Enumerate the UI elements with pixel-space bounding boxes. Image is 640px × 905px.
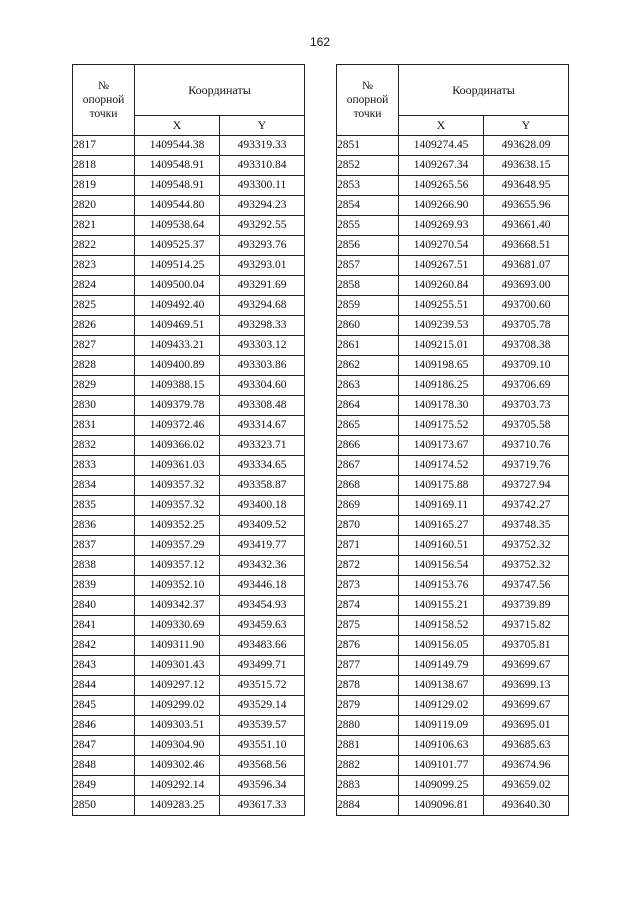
table-row: [337, 576, 569, 596]
point-number-cell: 2830: [73, 396, 135, 416]
table-row: [337, 276, 569, 296]
x-coordinate-cell: 1409361.03: [135, 456, 220, 476]
x-coordinate-cell: 1409175.52: [399, 416, 484, 436]
point-number-cell: 2876: [337, 636, 399, 656]
x-coordinate-cell: 1409198.65: [399, 356, 484, 376]
y-coordinate-cell: 493699.67: [484, 696, 569, 716]
table-row: [337, 556, 569, 576]
table-row: [337, 336, 569, 356]
x-column-header: X: [399, 116, 484, 136]
y-coordinate-cell: 493640.30: [484, 796, 569, 816]
point-number-cell: 2827: [73, 336, 135, 356]
x-coordinate-cell: 1409119.09: [399, 716, 484, 736]
table-row: [73, 276, 305, 296]
point-number-cell: 2817: [73, 136, 135, 156]
table-row: [337, 376, 569, 396]
table-row: [337, 456, 569, 476]
table-row: [337, 716, 569, 736]
table-row: [73, 516, 305, 536]
point-number-cell: 2825: [73, 296, 135, 316]
x-coordinate-cell: 1409303.51: [135, 716, 220, 736]
y-coordinate-cell: 493638.15: [484, 156, 569, 176]
x-coordinate-cell: 1409292.14: [135, 776, 220, 796]
y-coordinate-cell: 493739.89: [484, 596, 569, 616]
x-coordinate-cell: 1409173.67: [399, 436, 484, 456]
point-number-cell: 2868: [337, 476, 399, 496]
y-coordinate-cell: 493409.52: [220, 516, 305, 536]
table-row: [73, 776, 305, 796]
table-row: [73, 396, 305, 416]
y-coordinate-cell: 493314.67: [220, 416, 305, 436]
table-row: [337, 356, 569, 376]
table-row: [337, 476, 569, 496]
x-coordinate-cell: 1409129.02: [399, 696, 484, 716]
table-row: [337, 136, 569, 156]
x-coordinate-cell: 1409215.01: [399, 336, 484, 356]
point-number-cell: 2873: [337, 576, 399, 596]
point-number-cell: 2851: [337, 136, 399, 156]
point-number-cell: 2824: [73, 276, 135, 296]
x-coordinate-cell: 1409357.32: [135, 476, 220, 496]
y-coordinate-cell: 493709.10: [484, 356, 569, 376]
point-number-cell: 2855: [337, 216, 399, 236]
x-coordinate-cell: 1409544.80: [135, 196, 220, 216]
y-coordinate-cell: 493719.76: [484, 456, 569, 476]
y-coordinate-cell: 493596.34: [220, 776, 305, 796]
point-number-cell: 2858: [337, 276, 399, 296]
y-coordinate-cell: 493300.11: [220, 176, 305, 196]
point-number-cell: 2818: [73, 156, 135, 176]
table-row: [73, 196, 305, 216]
y-coordinate-cell: 493303.86: [220, 356, 305, 376]
page-number: 162: [309, 35, 331, 49]
point-number-cell: 2837: [73, 536, 135, 556]
x-coordinate-cell: 1409153.76: [399, 576, 484, 596]
x-coordinate-cell: 1409304.90: [135, 736, 220, 756]
table-row: [337, 316, 569, 336]
x-coordinate-cell: 1409330.69: [135, 616, 220, 636]
x-coordinate-cell: 1409265.56: [399, 176, 484, 196]
point-number-cell: 2870: [337, 516, 399, 536]
y-coordinate-cell: 493661.40: [484, 216, 569, 236]
y-coordinate-cell: 493693.00: [484, 276, 569, 296]
coordinates-table-right: [336, 64, 569, 816]
y-coordinate-cell: 493499.71: [220, 656, 305, 676]
x-coordinate-cell: 1409388.15: [135, 376, 220, 396]
y-coordinate-cell: 493705.81: [484, 636, 569, 656]
x-coordinate-cell: 1409169.11: [399, 496, 484, 516]
table-row: [73, 756, 305, 776]
x-coordinate-cell: 1409357.29: [135, 536, 220, 556]
point-number-cell: 2881: [337, 736, 399, 756]
table-row: [337, 776, 569, 796]
y-coordinate-cell: 493628.09: [484, 136, 569, 156]
y-coordinate-cell: 493551.10: [220, 736, 305, 756]
point-number-cell: 2828: [73, 356, 135, 376]
point-number-cell: 2880: [337, 716, 399, 736]
table-row: [337, 296, 569, 316]
table-row: [337, 256, 569, 276]
point-number-cell: 2877: [337, 656, 399, 676]
x-coordinate-cell: 1409400.89: [135, 356, 220, 376]
point-number-cell: 2878: [337, 676, 399, 696]
x-coordinate-cell: 1409101.77: [399, 756, 484, 776]
point-number-cell: 2874: [337, 596, 399, 616]
y-coordinate-cell: 493483.66: [220, 636, 305, 656]
table-row: [73, 736, 305, 756]
point-number-cell: 2826: [73, 316, 135, 336]
table-row: [73, 716, 305, 736]
x-coordinate-cell: 1409548.91: [135, 176, 220, 196]
table-row: [73, 456, 305, 476]
table-row: [337, 416, 569, 436]
point-number-cell: 2862: [337, 356, 399, 376]
table-row: [337, 236, 569, 256]
point-number-cell: 2850: [73, 796, 135, 816]
table-row: [73, 256, 305, 276]
x-coordinate-cell: 1409544.38: [135, 136, 220, 156]
table-row: [73, 556, 305, 576]
table-row: [337, 516, 569, 536]
x-coordinate-cell: 1409270.54: [399, 236, 484, 256]
y-coordinate-cell: 493727.94: [484, 476, 569, 496]
table-row: [337, 196, 569, 216]
y-column-header: Y: [220, 116, 305, 136]
point-number-header: [337, 65, 399, 136]
x-coordinate-cell: 1409372.46: [135, 416, 220, 436]
table-row: [73, 616, 305, 636]
x-coordinate-cell: 1409255.51: [399, 296, 484, 316]
y-coordinate-cell: 493617.33: [220, 796, 305, 816]
y-coordinate-cell: 493655.96: [484, 196, 569, 216]
point-number-cell: 2832: [73, 436, 135, 456]
table-row: [337, 596, 569, 616]
x-coordinate-cell: 1409239.53: [399, 316, 484, 336]
point-number-cell: 2838: [73, 556, 135, 576]
point-number-cell: 2843: [73, 656, 135, 676]
point-header-line1: №: [362, 80, 373, 92]
y-coordinate-cell: 493446.18: [220, 576, 305, 596]
table-row: [73, 296, 305, 316]
x-coordinate-cell: 1409156.05: [399, 636, 484, 656]
coordinates-header: Координаты: [135, 65, 305, 116]
y-coordinate-cell: 493659.02: [484, 776, 569, 796]
y-coordinate-cell: 493303.12: [220, 336, 305, 356]
point-number-cell: 2841: [73, 616, 135, 636]
table-row: [73, 696, 305, 716]
x-coordinate-cell: 1409342.37: [135, 596, 220, 616]
point-header-line3: точки: [353, 108, 382, 120]
point-number-cell: 2865: [337, 416, 399, 436]
x-coordinate-cell: 1409260.84: [399, 276, 484, 296]
y-coordinate-cell: 493308.48: [220, 396, 305, 416]
point-number-cell: 2839: [73, 576, 135, 596]
x-coordinate-cell: 1409514.25: [135, 256, 220, 276]
point-number-cell: 2882: [337, 756, 399, 776]
table-row: [73, 356, 305, 376]
table-row: [73, 796, 305, 816]
point-number-cell: 2846: [73, 716, 135, 736]
y-coordinate-cell: 493459.63: [220, 616, 305, 636]
point-number-cell: 2872: [337, 556, 399, 576]
x-coordinate-cell: 1409311.90: [135, 636, 220, 656]
point-number-cell: 2854: [337, 196, 399, 216]
point-number-cell: 2856: [337, 236, 399, 256]
y-coordinate-cell: 493323.71: [220, 436, 305, 456]
point-number-cell: 2867: [337, 456, 399, 476]
y-coordinate-cell: 493742.27: [484, 496, 569, 516]
point-number-cell: 2861: [337, 336, 399, 356]
coordinates-table-left: [72, 64, 305, 816]
point-number-cell: 2845: [73, 696, 135, 716]
point-number-cell: 2833: [73, 456, 135, 476]
point-number-header: [73, 65, 135, 136]
x-coordinate-cell: 1409299.02: [135, 696, 220, 716]
point-number-cell: 2834: [73, 476, 135, 496]
left-table-body: [73, 136, 305, 816]
x-coordinate-cell: 1409099.25: [399, 776, 484, 796]
x-coordinate-cell: 1409158.52: [399, 616, 484, 636]
y-coordinate-cell: 493700.60: [484, 296, 569, 316]
point-number-cell: 2884: [337, 796, 399, 816]
point-number-cell: 2849: [73, 776, 135, 796]
table-row: [73, 476, 305, 496]
table-row: [337, 396, 569, 416]
x-coordinate-cell: 1409269.93: [399, 216, 484, 236]
x-coordinate-cell: 1409267.51: [399, 256, 484, 276]
x-coordinate-cell: 1409357.12: [135, 556, 220, 576]
y-coordinate-cell: 493358.87: [220, 476, 305, 496]
y-coordinate-cell: 493748.35: [484, 516, 569, 536]
x-coordinate-cell: 1409301.43: [135, 656, 220, 676]
table-row: [73, 236, 305, 256]
y-coordinate-cell: 493752.32: [484, 556, 569, 576]
point-number-cell: 2842: [73, 636, 135, 656]
y-coordinate-cell: 493515.72: [220, 676, 305, 696]
table-row: [337, 176, 569, 196]
x-coordinate-cell: 1409352.25: [135, 516, 220, 536]
y-coordinate-cell: 493432.36: [220, 556, 305, 576]
x-coordinate-cell: 1409352.10: [135, 576, 220, 596]
table-row: [73, 176, 305, 196]
table-row: [73, 316, 305, 336]
table-row: [337, 676, 569, 696]
x-coordinate-cell: 1409297.12: [135, 676, 220, 696]
y-coordinate-cell: 493703.73: [484, 396, 569, 416]
point-number-cell: 2831: [73, 416, 135, 436]
x-coordinate-cell: 1409106.63: [399, 736, 484, 756]
table-row: [337, 496, 569, 516]
coordinates-header: Координаты: [399, 65, 569, 116]
y-coordinate-cell: 493292.55: [220, 216, 305, 236]
point-number-cell: 2866: [337, 436, 399, 456]
table-row: [337, 436, 569, 456]
y-coordinate-cell: 493334.65: [220, 456, 305, 476]
x-coordinate-cell: 1409138.67: [399, 676, 484, 696]
right-table-body: [337, 136, 569, 816]
point-number-cell: 2847: [73, 736, 135, 756]
y-coordinate-cell: 493400.18: [220, 496, 305, 516]
table-row: [73, 656, 305, 676]
point-number-cell: 2859: [337, 296, 399, 316]
x-coordinate-cell: 1409538.64: [135, 216, 220, 236]
y-coordinate-cell: 493293.76: [220, 236, 305, 256]
table-row: [337, 696, 569, 716]
table-row: [73, 496, 305, 516]
y-coordinate-cell: 493699.13: [484, 676, 569, 696]
y-coordinate-cell: 493310.84: [220, 156, 305, 176]
table-row: [73, 376, 305, 396]
point-number-cell: 2820: [73, 196, 135, 216]
x-coordinate-cell: 1409266.90: [399, 196, 484, 216]
x-coordinate-cell: 1409492.40: [135, 296, 220, 316]
table-row: [337, 756, 569, 776]
table-row: [73, 436, 305, 456]
point-number-cell: 2829: [73, 376, 135, 396]
x-coordinate-cell: 1409525.37: [135, 236, 220, 256]
x-coordinate-cell: 1409267.34: [399, 156, 484, 176]
point-header-line2: опорной: [82, 94, 125, 106]
point-number-cell: 2836: [73, 516, 135, 536]
x-coordinate-cell: 1409302.46: [135, 756, 220, 776]
table-row: [73, 156, 305, 176]
x-coordinate-cell: 1409096.81: [399, 796, 484, 816]
y-coordinate-cell: 493294.68: [220, 296, 305, 316]
point-number-cell: 2822: [73, 236, 135, 256]
point-number-cell: 2848: [73, 756, 135, 776]
point-header-line1: №: [98, 80, 109, 92]
point-header-line2: опорной: [346, 94, 389, 106]
x-coordinate-cell: 1409175.88: [399, 476, 484, 496]
table-row: [337, 636, 569, 656]
y-coordinate-cell: 493710.76: [484, 436, 569, 456]
y-coordinate-cell: 493674.96: [484, 756, 569, 776]
point-number-cell: 2853: [337, 176, 399, 196]
x-coordinate-cell: 1409366.02: [135, 436, 220, 456]
point-number-cell: 2875: [337, 616, 399, 636]
y-coordinate-cell: 493454.93: [220, 596, 305, 616]
x-coordinate-cell: 1409274.45: [399, 136, 484, 156]
x-coordinate-cell: 1409160.51: [399, 536, 484, 556]
table-row: [337, 216, 569, 236]
y-coordinate-cell: 493568.56: [220, 756, 305, 776]
table-row: [73, 136, 305, 156]
x-coordinate-cell: 1409174.52: [399, 456, 484, 476]
x-coordinate-cell: 1409379.78: [135, 396, 220, 416]
table-row: [73, 676, 305, 696]
y-coordinate-cell: 493706.69: [484, 376, 569, 396]
y-coordinate-cell: 493529.14: [220, 696, 305, 716]
point-number-cell: 2835: [73, 496, 135, 516]
y-coordinate-cell: 493752.32: [484, 536, 569, 556]
point-number-cell: 2852: [337, 156, 399, 176]
point-number-cell: 2864: [337, 396, 399, 416]
x-coordinate-cell: 1409357.32: [135, 496, 220, 516]
point-number-cell: 2844: [73, 676, 135, 696]
x-coordinate-cell: 1409155.21: [399, 596, 484, 616]
point-number-cell: 2869: [337, 496, 399, 516]
y-coordinate-cell: 493747.56: [484, 576, 569, 596]
y-coordinate-cell: 493319.33: [220, 136, 305, 156]
y-coordinate-cell: 493419.77: [220, 536, 305, 556]
x-column-header: X: [135, 116, 220, 136]
x-coordinate-cell: 1409178.30: [399, 396, 484, 416]
x-coordinate-cell: 1409156.54: [399, 556, 484, 576]
x-coordinate-cell: 1409500.04: [135, 276, 220, 296]
y-coordinate-cell: 493539.57: [220, 716, 305, 736]
y-coordinate-cell: 493668.51: [484, 236, 569, 256]
y-coordinate-cell: 493705.78: [484, 316, 569, 336]
table-row: [337, 536, 569, 556]
y-coordinate-cell: 493695.01: [484, 716, 569, 736]
y-coordinate-cell: 493685.63: [484, 736, 569, 756]
y-column-header: Y: [484, 116, 569, 136]
table-row: [73, 596, 305, 616]
x-coordinate-cell: 1409165.27: [399, 516, 484, 536]
point-number-cell: 2863: [337, 376, 399, 396]
y-coordinate-cell: 493293.01: [220, 256, 305, 276]
point-number-cell: 2860: [337, 316, 399, 336]
y-coordinate-cell: 493298.33: [220, 316, 305, 336]
point-number-cell: 2871: [337, 536, 399, 556]
y-coordinate-cell: 493304.60: [220, 376, 305, 396]
table-row: [337, 616, 569, 636]
x-coordinate-cell: 1409433.21: [135, 336, 220, 356]
x-coordinate-cell: 1409469.51: [135, 316, 220, 336]
y-coordinate-cell: 493681.07: [484, 256, 569, 276]
x-coordinate-cell: 1409186.25: [399, 376, 484, 396]
y-coordinate-cell: 493708.38: [484, 336, 569, 356]
y-coordinate-cell: 493699.67: [484, 656, 569, 676]
y-coordinate-cell: 493715.82: [484, 616, 569, 636]
x-coordinate-cell: 1409149.79: [399, 656, 484, 676]
table-row: [337, 796, 569, 816]
point-number-cell: 2821: [73, 216, 135, 236]
point-number-cell: 2879: [337, 696, 399, 716]
point-number-cell: 2819: [73, 176, 135, 196]
point-number-cell: 2883: [337, 776, 399, 796]
table-row: [337, 656, 569, 676]
table-row: [73, 216, 305, 236]
point-number-cell: 2823: [73, 256, 135, 276]
x-coordinate-cell: 1409283.25: [135, 796, 220, 816]
table-row: [73, 576, 305, 596]
table-row: [73, 416, 305, 436]
table-row: [337, 156, 569, 176]
table-row: [73, 536, 305, 556]
y-coordinate-cell: 493291.69: [220, 276, 305, 296]
y-coordinate-cell: 493648.95: [484, 176, 569, 196]
point-number-cell: 2857: [337, 256, 399, 276]
table-row: [73, 336, 305, 356]
point-header-line3: точки: [89, 108, 118, 120]
y-coordinate-cell: 493705.58: [484, 416, 569, 436]
y-coordinate-cell: 493294.23: [220, 196, 305, 216]
x-coordinate-cell: 1409548.91: [135, 156, 220, 176]
table-row: [337, 736, 569, 756]
table-row: [73, 636, 305, 656]
point-number-cell: 2840: [73, 596, 135, 616]
